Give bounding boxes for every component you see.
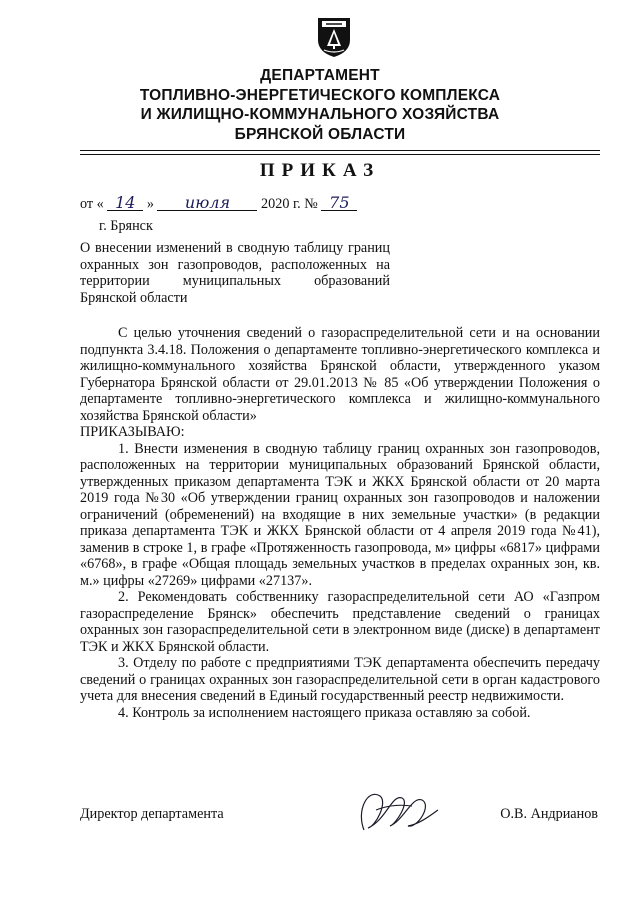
handwritten-signature <box>346 780 446 840</box>
date-line <box>80 193 357 213</box>
date-mid: » <box>146 196 154 212</box>
date-prefix: от « <box>80 196 104 212</box>
city: г. Брянск <box>99 218 153 234</box>
header-divider <box>80 154 600 155</box>
header-divider <box>80 150 600 151</box>
document-type-title: ПРИКАЗ <box>259 160 381 181</box>
order-body <box>80 325 600 721</box>
number-sign: № <box>304 196 318 212</box>
order-subject: О внесении изменений в сводную таблицу границ охранных зон газопроводов, расположенных на территории муниципальных образований Брянской области <box>80 240 390 306</box>
order-item: 1. Внести изменения в сводную таблицу границ охранных зон газопроводов, расположенных на территории муниципальных образований Брянской области, утвержденных приказом департамента ТЭК и ЖКХ Брянской области от 20 марта 2019 года №30 «Об утверждении границ охранных зон газопроводов и наложении ограничений (обременений) на входящие в них земельные участки» (в редакции приказа департамента ТЭК и ЖКХ Брянской области от 4 апреля 2019 года №41), заменив в строке 1, в графе «Протяженность газопровода, м» цифры «6817» цифрами «6768», в графе «Общая площадь земельных участков в пределах охранных зон, кв. м.» цифры «27269» цифрами «27137». <box>80 440 600 589</box>
department-title-line: И ЖИЛИЩНО-КОММУНАЛЬНОГО ХОЗЯЙСТВА <box>140 106 500 123</box>
order-item: 4. Контроль за исполнением настоящего приказа оставляю за собой. <box>118 704 531 721</box>
department-title-line: БРЯНСКОЙ ОБЛАСТИ <box>234 125 406 143</box>
department-title-line: ТОПЛИВНО-ЭНЕРГЕТИЧЕСКОГО КОМПЛЕКСА <box>139 86 501 104</box>
date-day: 14 <box>107 196 143 211</box>
coat-of-arms-icon <box>316 16 352 58</box>
order-number: 75 <box>321 196 357 211</box>
department-title <box>60 66 580 144</box>
date-year: 2020 г. <box>261 196 301 212</box>
order-word: ПРИКАЗЫВАЮ: <box>80 424 185 440</box>
date-month: июля <box>157 196 257 211</box>
order-item: 3. Отделу по работе с предприятиями ТЭК департамента обеспечить передачу сведений о границах охранных зон газораспределительной сети в орган кадастрового учета для внесения сведений в Единый государственный реестр недвижимости. <box>80 655 600 704</box>
signatory-position: Директор департамента <box>80 806 224 822</box>
department-title-line: ДЕПАРТАМЕНТ <box>260 67 380 84</box>
signatory-name: О.В. Андрианов <box>500 806 598 822</box>
body-intro: С целью уточнения сведений о газораспределительной сети и на основании подпункта 3.4.18. Положения о департаменте топливно-энергетического комплекса и жилищно-коммунального хозяйства Брянской области, утвержденного указом Губернатора Брянской области от 29.01.2013 № 85 «Об утверждении Положения о департаменте топливно-энергетического комплекса и жилищно-коммунального хозяйства Брянской области» <box>80 325 600 424</box>
order-item: 2. Рекомендовать собственнику газораспределительной сети АО «Газпром газораспределение Брянск» обеспечить представление сведений о границах охранных зон газораспределительной сети в электронном виде (диске) в департамент ТЭК и ЖКХ Брянской области. <box>80 589 600 655</box>
